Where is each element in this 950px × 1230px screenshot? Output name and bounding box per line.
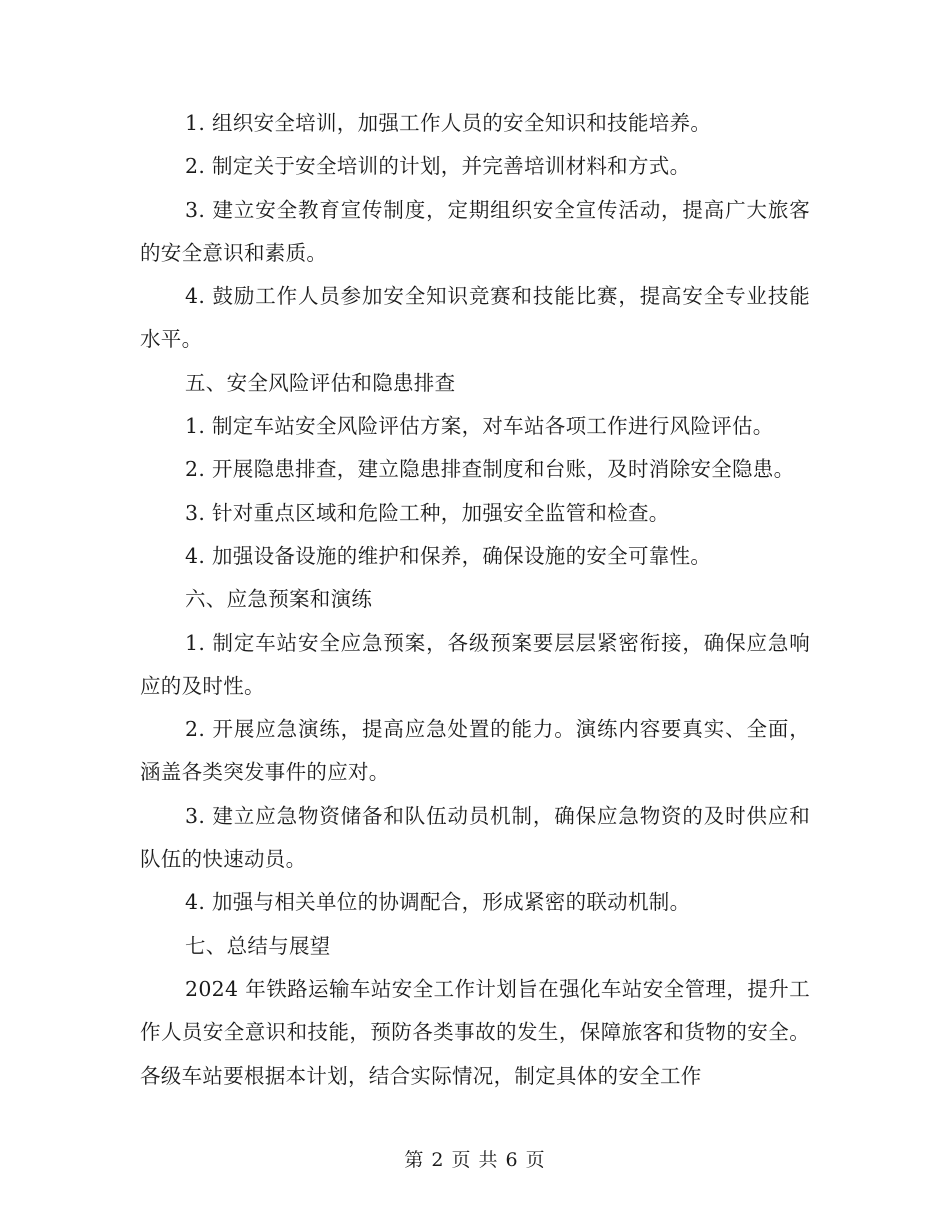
paragraph-emergency-1: 1. 制定车站安全应急预案，各级预案要层层紧密衔接，确保应急响应的及时性。 [140,630,810,698]
paragraph-risk-2: 2. 开展隐患排查，建立隐患排查制度和台账，及时消除安全隐患。 [185,457,795,482]
section-heading-risk: 五、安全风险评估和隐患排查 [185,370,456,395]
document-body [140,102,810,1098]
paragraph-risk-1: 1. 制定车站安全风险评估方案，对车站各项工作进行风险评估。 [185,414,774,439]
page-number-footer: 第 2 页 共 6 页 [404,1149,546,1171]
paragraph-emergency-2: 2. 开展应急演练，提高应急处置的能力。演练内容要真实、全面，涵盖各类突发事件的应对。 [140,717,810,785]
paragraph-risk-3: 3. 针对重点区域和危险工种，加强安全监管和检查。 [185,500,670,525]
paragraph-training-3: 3. 建立安全教育宣传制度，定期组织安全宣传活动，提高广大旅客的安全意识和素质。 [140,197,810,265]
paragraph-emergency-4: 4. 加强与相关单位的协调配合，形成紧密的联动机制。 [185,890,691,915]
paragraph-training-4: 4. 鼓励工作人员参加安全知识竞赛和技能比赛，提高安全专业技能水平。 [140,284,810,352]
paragraph-risk-4: 4. 加强设备设施的维护和保养，确保设施的安全可靠性。 [185,543,712,568]
section-heading-emergency: 六、应急预案和演练 [185,587,373,612]
section-heading-summary: 七、总结与展望 [185,933,331,958]
paragraph-emergency-3: 3. 建立应急物资储备和队伍动员机制，确保应急物资的及时供应和队伍的快速动员。 [140,803,810,872]
paragraph-training-2: 2. 制定关于安全培训的计划，并完善培训材料和方式。 [185,154,691,179]
paragraph-training-1: 1. 组织安全培训，加强工作人员的安全知识和技能培养。 [185,111,712,135]
paragraph-summary: 2024 年铁路运输车站安全工作计划旨在强化车站安全管理，提升工作人员安全意识和技能，预防各类事故的发生，保障旅客和货物的安全。各级车站要根据本计划，结合实际情况，制定具体的安全工作 [140,976,810,1088]
